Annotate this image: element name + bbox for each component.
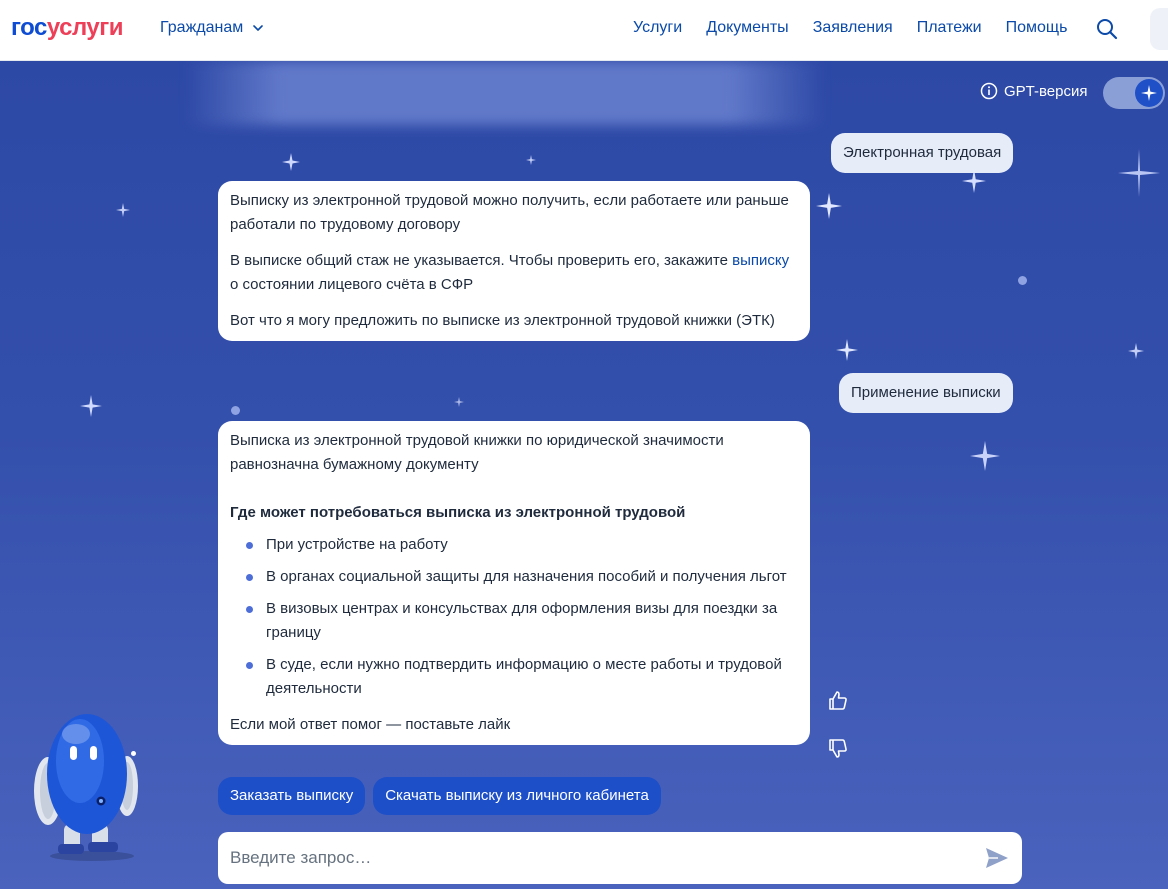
list-item: В визовых центрах и консульствах для оформления визы для поездки за границу [230,597,798,645]
gpt-version-text: GPT-версия [1004,82,1088,100]
sparkle-icon [1128,343,1144,359]
list-item: При устройстве на работу [230,533,798,557]
query-input-container [218,832,1022,884]
main-nav [633,19,1067,37]
bot-message-heading: Где может потребоваться выписка из электронной трудовой [230,504,686,521]
user-message: Электронная трудовая [831,133,1013,173]
top-fade-decoration [185,61,825,125]
nav-item-documents[interactable]: Документы [706,19,789,36]
bot-message [218,181,810,341]
info-icon[interactable] [980,82,998,100]
quick-replies [218,777,661,815]
order-statement-button[interactable]: Заказать выписку [218,777,365,815]
bot-message [218,421,810,745]
bot-message-paragraph: Выписку из электронной трудовой можно получить, если работаете или раньше работали по трудовому договору [230,192,789,233]
bot-message-paragraph: Вот что я могу предложить по выписке из электронной трудовой книжки (ЭТК) [230,312,775,329]
thumbs-up-icon[interactable] [826,689,850,713]
sparkle-icon [282,153,300,171]
chat-area [0,61,1168,889]
query-input[interactable] [230,832,970,884]
gosuslugi-logo[interactable] [11,14,123,42]
logo-part-gos: гос [11,14,47,41]
thumbs-down-icon[interactable] [826,736,850,760]
bot-message-text: В выписке общий стаж не указывается. Чтобы проверить его, закажите [230,252,733,269]
role-label: Гражданам [160,19,244,36]
sparkle-icon [1118,149,1160,197]
chevron-down-icon [251,21,265,35]
sparkle-icon [116,203,130,217]
sparkle-icon [454,397,464,407]
search-icon[interactable] [1095,17,1119,41]
robot-mascot-icon [30,706,145,861]
sparkle-icon [816,193,842,219]
usage-list [230,533,798,701]
sparkle-icon [526,155,536,165]
nav-item-services[interactable]: Услуги [633,19,683,36]
nav-item-applications[interactable]: Заявления [812,19,893,36]
nav-item-payments[interactable]: Платежи [916,19,982,36]
bot-message-footer: Если мой ответ помог — поставьте лайк [230,716,511,733]
logo-part-uslugi: услуги [46,14,123,41]
bot-message-paragraph: Выписка из электронной трудовой книжки по юридической значимости равнозначна бумажному документу [230,432,724,473]
sparkle-icon [80,395,102,417]
list-item: В органах социальной защиты для назначения пособий и получения льгот [230,565,798,589]
dot-decoration [1018,276,1027,285]
toggle-knob [1135,79,1163,107]
gpt-version-toggle[interactable] [1103,77,1165,109]
user-message: Применение выписки [839,373,1013,413]
sparkle-icon [836,339,858,361]
statement-link[interactable]: выписку [732,252,790,269]
nav-item-help[interactable]: Помощь [1005,19,1068,36]
sparkle-icon [1141,85,1157,101]
role-selector[interactable] [160,19,265,37]
list-item: В суде, если нужно подтвердить информацию о месте работы и трудовой деятельности [230,653,798,701]
send-icon[interactable] [984,846,1010,870]
dot-decoration [231,406,240,415]
download-statement-button[interactable]: Скачать выписку из личного кабинета [373,777,661,815]
profile-button[interactable] [1150,8,1168,50]
gpt-version-label [980,82,1088,100]
bot-message-paragraph [230,249,798,297]
sparkle-icon [970,441,1000,471]
top-header [0,0,1168,61]
bot-message-text: о состоянии лицевого счёта в СФР [230,276,474,293]
